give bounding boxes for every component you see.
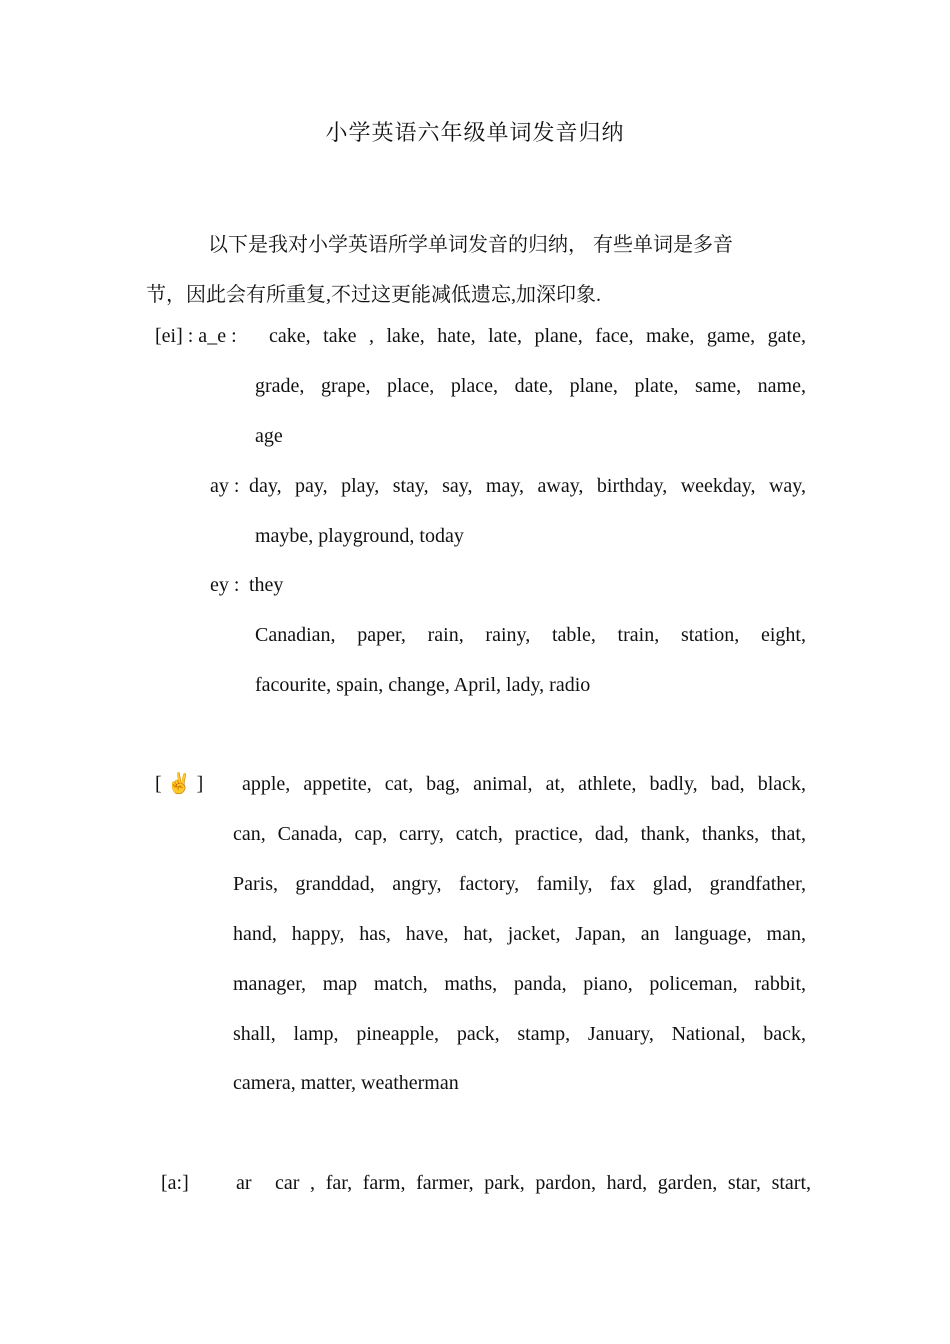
a-long-line-1: car , far, farm, farmer, park, pardon, hard, garden, star, start, [275,1172,811,1194]
ae-line-2: can, Canada, cap, carry, catch, practice, dad, thank, thanks, that, [233,823,806,845]
ae-line-7: camera, matter, weatherman [233,1072,459,1094]
intro-line-1: 以下是我对小学英语所学单词发音的归纳， 有些单词是多音 [208,234,733,256]
a-long-label: [a:] [161,1172,189,1194]
ei-other-line-1: Canadian, paper, rain, rainy, table, train, station, eight, [255,624,806,646]
ei-a_e-line-1: cake, take , lake, hate, late, plane, face, make, game, gate, [269,325,806,347]
ay-line-1: day, pay, play, stay, say, may, away, birthday, weekday, way, [249,475,806,497]
ae-line-3: Paris, granddad, angry, factory, family, fax glad, grandfather, [233,873,806,895]
intro-paragraph [146,220,808,320]
ae-line-1: apple, appetite, cat, bag, animal, at, athlete, badly, bad, black, [242,773,806,795]
ei-a_e-line-2: grade, grape, place, place, date, plane, plate, same, name, [255,375,806,397]
ae-line-6: shall, lamp, pineapple, pack, stamp, January, National, back, [233,1023,806,1045]
ae-line-4: hand, happy, has, have, hat, jacket, Japan, an language, man, [233,923,806,945]
ei-other-line-2: facourite, spain, change, April, lady, radio [255,674,591,696]
ey-text: they [249,574,284,596]
ey-label: ey : [210,574,240,596]
intro-line-2: 节，因此会有所重复,不过这更能减低遗忘,加深印象. [146,284,601,306]
ar-label: ar [236,1172,252,1194]
ay-line-2: maybe, playground, today [255,525,464,547]
ay-label: ay : [210,475,240,497]
ei-a_e-line-3: age [255,425,283,447]
ae-label: [ ✌ ] [155,773,204,795]
page-title: 小学英语六年级单词发音归纳 [325,120,625,145]
ei-label: [ei] : a_e : [155,325,237,347]
ae-line-5: manager, map match, maths, panda, piano, policeman, rabbit, [233,973,806,995]
